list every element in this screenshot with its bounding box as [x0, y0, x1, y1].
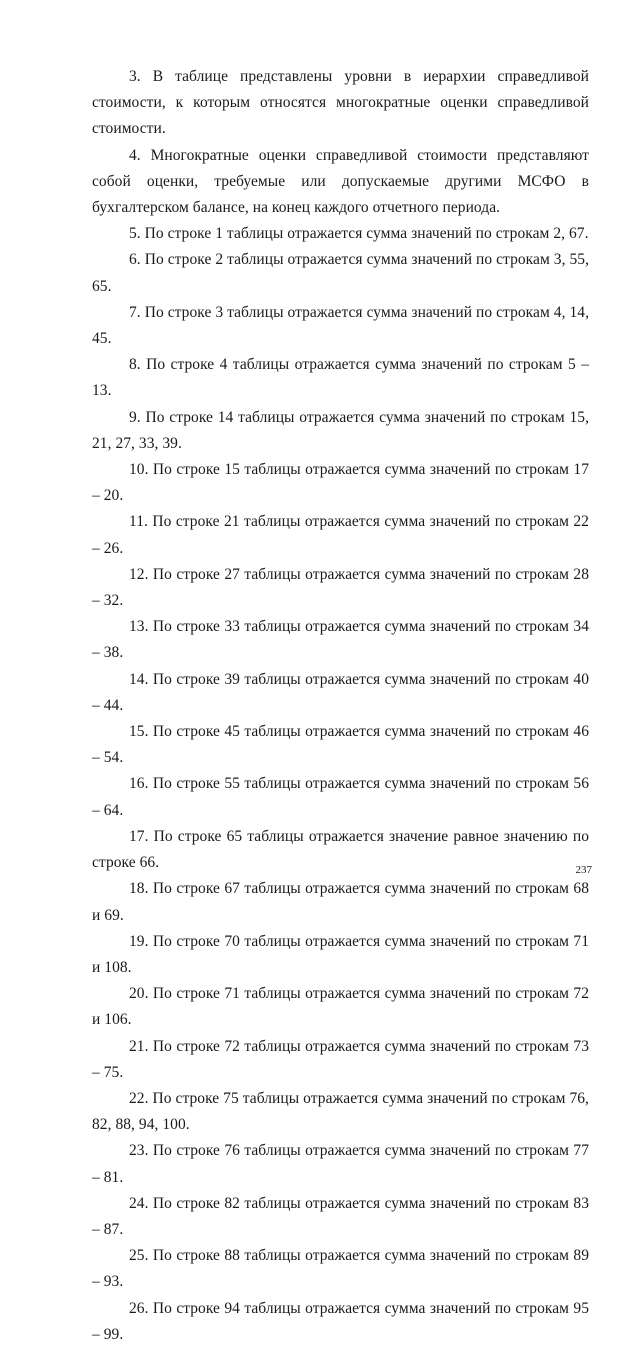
page-number: 237 [575, 864, 592, 876]
paragraph-14: 14. По строке 39 таблицы отражается сумма значений по строкам 40 – 44. [92, 670, 589, 714]
paragraph-13: 13. По строке 33 таблицы отражается сумма значений по строкам 34 – 38. [92, 618, 589, 662]
paragraph-22: 22. По строке 75 таблицы отражается сумма значений по строкам 76, 82, 88, 94, 100. [92, 1089, 589, 1134]
paragraph-17: 17. По строке 65 таблицы отражается значение равное значению по строке 66. [92, 827, 589, 872]
paragraph-9: 9. По строке 14 таблицы отражается сумма значений по строкам 15, 21, 27, 33, 39. [92, 408, 589, 452]
paragraph-26: 26. По строке 94 таблицы отражается сумма значений по строкам 95 – 99. [92, 1299, 589, 1343]
paragraph-24: 24. По строке 82 таблицы отражается сумма значений по строкам 83 – 87. [92, 1194, 589, 1238]
paragraph-18: 18. По строке 67 таблицы отражается сумма значений по строкам 68 и 69. [92, 880, 589, 924]
paragraph-6: 6. По строке 2 таблицы отражается сумма значений по строкам 3, 55, 65. [92, 251, 589, 295]
document-body [92, 64, 589, 1348]
paragraph-7: 7. По строке 3 таблицы отражается сумма значений по строкам 4, 14, 45. [92, 303, 589, 348]
paragraph-20: 20. По строке 71 таблицы отражается сумма значений по строкам 72 и 106. [92, 985, 589, 1029]
paragraph-3: 3. В таблице представлены уровни в иерархии справедливой стоимости, к которым относятся многократные оценки справедливой стоимости. [92, 68, 589, 138]
paragraph-5: 5. По строке 1 таблицы отражается сумма значений по строкам 2, 67. [129, 225, 589, 243]
paragraph-25: 25. По строке 88 таблицы отражается сумма значений по строкам 89 – 93. [92, 1247, 589, 1291]
paragraph-11: 11. По строке 21 таблицы отражается сумма значений по строкам 22 – 26. [92, 513, 589, 557]
paragraph-4: 4. Многократные оценки справедливой стоимости представляют собой оценки, требуемые или допускаемые другими МСФО в бухгалтерском балансе, на конец каждого отчетного периода. [92, 146, 589, 217]
paragraph-15: 15. По строке 45 таблицы отражается сумма значений по строкам 46 – 54. [92, 723, 589, 767]
paragraph-8: 8. По строке 4 таблицы отражается сумма значений по строкам 5 – 13. [92, 356, 589, 400]
paragraph-21: 21. По строке 72 таблицы отражается сумма значений по строкам 73 – 75. [92, 1037, 589, 1081]
paragraph-12: 12. По строке 27 таблицы отражается сумма значений по строкам 28 – 32. [92, 565, 589, 610]
paragraph-10: 10. По строке 15 таблицы отражается сумма значений по строкам 17 – 20. [92, 461, 589, 505]
paragraph-16: 16. По строке 55 таблицы отражается сумма значений по строкам 56 – 64. [92, 775, 589, 819]
paragraph-19: 19. По строке 70 таблицы отражается сумма значений по строкам 71 и 108. [92, 932, 589, 976]
paragraph-23: 23. По строке 76 таблицы отражается сумма значений по строкам 77 – 81. [92, 1142, 589, 1186]
